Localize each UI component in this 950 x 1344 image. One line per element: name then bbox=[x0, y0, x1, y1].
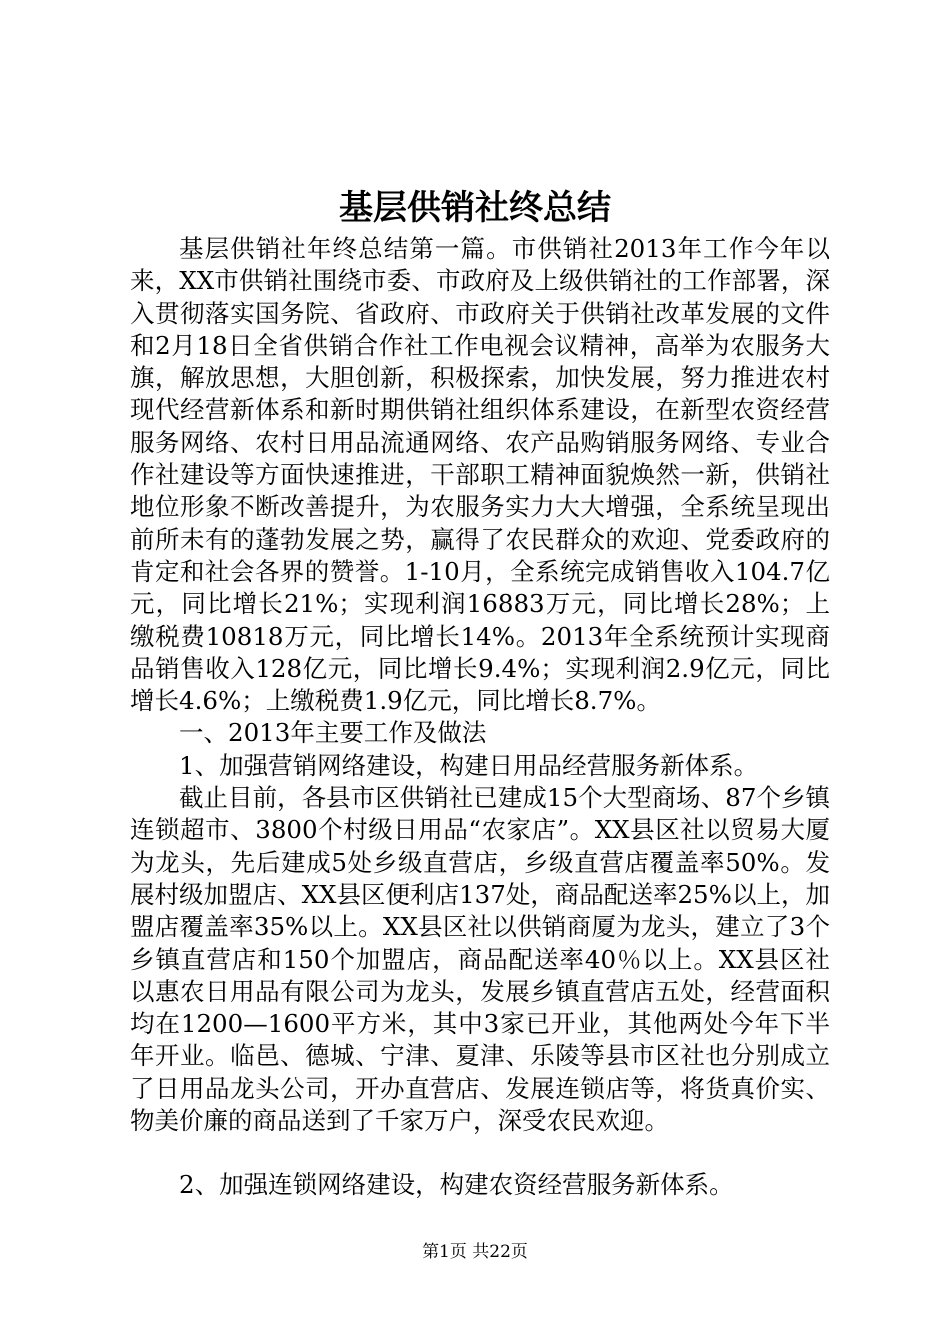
section-heading: 一、2013年主要工作及做法 bbox=[179, 718, 487, 748]
paragraph-summary: 基层供销社年终总结第一篇。市供销社2013年工作今年以来，XX市供销社围绕市委、市政府及上级供销社的工作部署，深入贯彻落实国务院、省政府、市政府关于供销社改革发展的文件和2月18日全省供销合作社工作电视会议精神，高举为农服务大旗，解放思想，大胆创新，积极探索，加快发展，努力推进农村现代经营新体系和新时期供销社组织体系建设，在新型农资经营服务网络、农村日用品流通网络、农产品购销服务网络、专业合作社建设等方面快速推进，干部职工精神面貌焕然一新，供销社地位形象不断改善提升，为农服务实力大大增强，全系统呈现出前所未有的蓬勃发展之势，赢得了农民群众的欢迎、党委政府的肯定和社会各界的赞誉。1-10月，全系统完成销售收入104.7亿元，同比增长21%；实现利润16883万元，同比增长28%；上缴税费10818万元，同比增长14%。2013年全系统预计实现商品销售收入128亿元，同比增长9.4%；实现利润2.9亿元，同比增长4.6%；上缴税费1.9亿元，同比增长8.7%。 bbox=[130, 234, 830, 716]
document-title: 基层供销社终总结 bbox=[339, 188, 611, 228]
document-body bbox=[130, 233, 830, 1202]
paragraph-spacer bbox=[130, 1137, 830, 1169]
page-number: 第1页 共22页 bbox=[422, 1242, 528, 1262]
paragraph-retail-network: 截止目前，各县市区供销社已建成15个大型商场、87个乡镇连锁超市、3800个村级日用品“农家店”。XX县区社以贸易大厦为龙头，先后建成5处乡级直营店，乡级直营店覆盖率50%。发展村级加盟店、XX县区便利店137处，商品配送率25%以上，加盟店覆盖率35%以上。XX县区社以供销商厦为龙头，建立了3个乡镇直营店和150个加盟店，商品配送率40％以上。XX县区社以惠农日用品有限公司为龙头，发展乡镇直营店五处，经营面积均在1200—1600平方米，其中3家已开业，其他两处今年下半年开业。临邑、德城、宁津、夏津、乐陵等县市区社也分别成立了日用品龙头公司，开办直营店、发展连锁店等，将货真价实、物美价廉的商品送到了千家万户，深受农民欢迎。 bbox=[130, 783, 830, 1136]
subsection-heading-1: 1、加强营销网络建设，构建日用品经营服务新体系。 bbox=[179, 750, 759, 780]
subsection-heading-2: 2、加强连锁网络建设，构建农资经营服务新体系。 bbox=[179, 1170, 734, 1200]
